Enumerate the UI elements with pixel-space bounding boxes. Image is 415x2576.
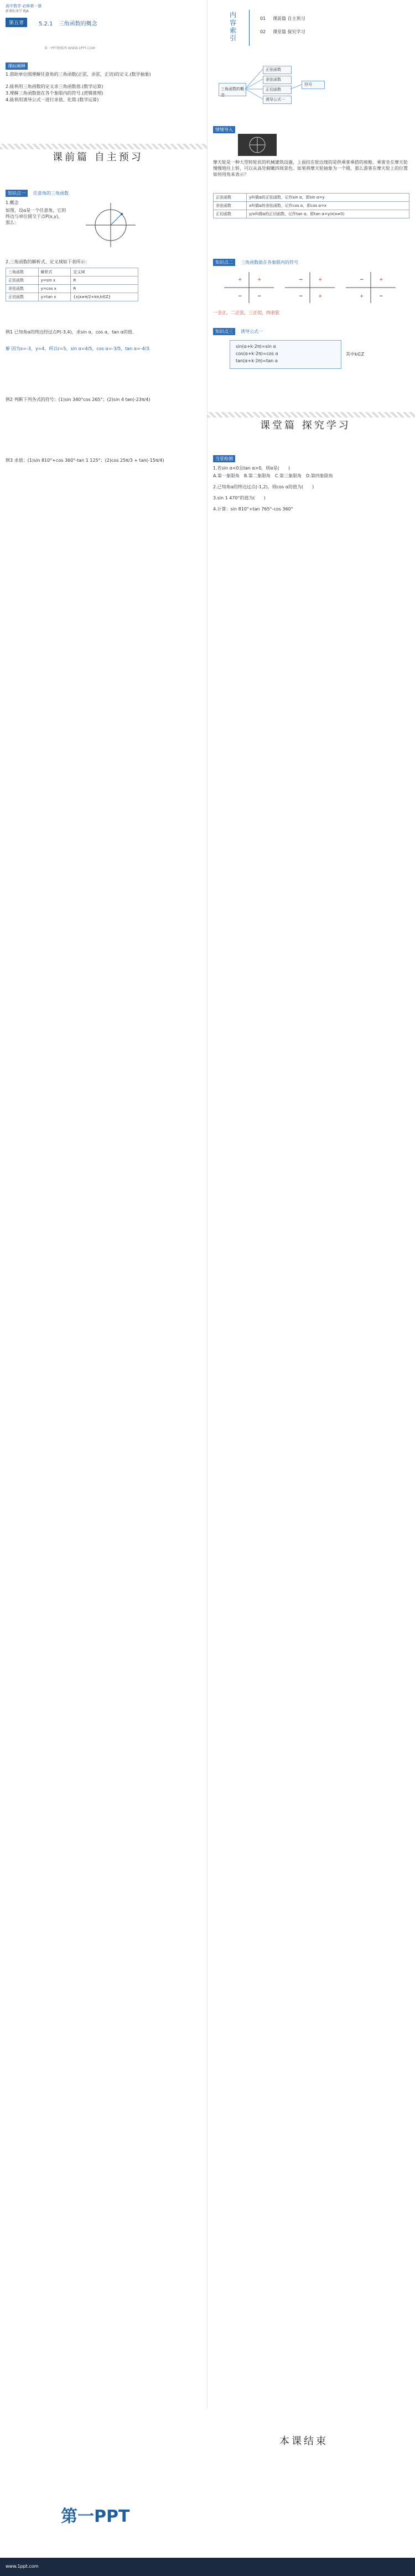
map-item-1: 正弦函数 — [266, 67, 281, 72]
table-cell: {x|x≠π/2+kπ,k∈Z} — [71, 293, 138, 301]
svg-text:−: − — [299, 277, 303, 283]
svg-text:+: + — [318, 277, 323, 283]
table-cell: 余弦函数 — [6, 285, 39, 293]
objective-4: 4.能利用诱导公式一进行求值、化简.(数学运算) — [6, 97, 99, 102]
svg-text:−: − — [360, 277, 364, 283]
contents-item-2[interactable]: 课堂篇 探究学习 — [273, 29, 305, 34]
slide-objectives — [0, 58, 415, 122]
quadrant-sign-diagrams — [219, 271, 401, 304]
content-left-column — [0, 528, 208, 2408]
svg-text:−: − — [257, 294, 262, 299]
slide-end — [0, 2408, 415, 2475]
svg-text:+: + — [257, 277, 262, 283]
signs-panel — [208, 254, 415, 324]
definition-title: 1.概念 — [6, 200, 19, 205]
definition-cell: 正切函数 — [214, 210, 247, 218]
induction-panel — [208, 324, 415, 390]
map-center-label: 三角函数的概念 — [221, 87, 244, 97]
practice-item-3: 2.已知角α的终边过点(-1,2)，则cos α的值为( ) — [213, 484, 314, 489]
signs-heading: 三角函数值在各象限内的符号 — [241, 260, 298, 265]
table-cell: y=cos x — [38, 285, 71, 293]
definition-cell: 余弦函数 — [214, 202, 247, 210]
contents-divider — [249, 10, 250, 46]
signs-mnemonic: 一全正，二正弦，三正切，四余弦 — [213, 310, 279, 315]
knowledge-left — [0, 185, 208, 254]
table-cell: 正弦函数 — [6, 277, 39, 285]
title-slide-left — [0, 0, 208, 58]
formula-box — [230, 340, 341, 369]
slide-induction — [0, 324, 415, 390]
domain-table-title: 2.三角函数的解析式、定义域如下表所示： — [6, 259, 90, 264]
practice-panel — [208, 451, 415, 528]
section-title: 5.2.1 三角函数的概念 — [39, 21, 97, 27]
table-row — [6, 285, 138, 293]
practice-item-5: 4.计算：sin 810°+tan 765°-cos 360° — [213, 507, 293, 512]
svg-text:+: + — [318, 294, 323, 299]
practice-tag: 当堂检测 — [213, 455, 235, 462]
table-cell: y=tan x — [38, 293, 71, 301]
knowledge-heading: 任意角的三角函数 — [33, 191, 69, 196]
footer-ad — [0, 2475, 415, 2576]
class-banner-panel — [208, 390, 415, 451]
svg-text:−: − — [238, 294, 242, 299]
slide-preview — [0, 122, 415, 186]
publisher-line1: 高中数学·必修第一册 — [6, 4, 42, 8]
induction-tag: 知识点三 — [213, 328, 235, 335]
footer-site: 第一PPT模板网 WWW.1PPT.COM — [44, 46, 95, 50]
formula-note: 其中k∈Z — [346, 352, 365, 357]
table-row — [6, 293, 138, 301]
map-item-2: 余弦函数 — [266, 77, 281, 82]
definition-table — [213, 193, 409, 218]
table-cell: R — [71, 277, 138, 285]
contents-marker-2: 02 — [260, 29, 266, 34]
header-cell: 定义域 — [71, 268, 138, 277]
contents-item-1[interactable]: 课前篇 自主预习 — [273, 16, 305, 21]
banner-stripe — [208, 412, 415, 418]
footer-bar — [0, 2558, 415, 2576]
svg-text:+: + — [360, 294, 364, 299]
formula-1: sin(α+k·2π)=sin α — [236, 344, 276, 349]
svg-text:−: − — [299, 294, 303, 299]
example-1: 例1 已知角α的终边经过点P(-3,4)，求sin α，cos α，tan α的值. — [6, 330, 134, 335]
svg-text:−: − — [379, 294, 383, 299]
example-3: 例3 求值：(1)sin 810°+cos 360°-tan 1 125°；(2)cos 25π/3 + tan(-15π/4) — [6, 458, 164, 463]
slide-domain-table — [0, 254, 415, 324]
objective-1: 1.借助单位圆理解任意角的三角函数(正弦、余弦、正切)的定义.(数学抽象) — [6, 72, 151, 77]
objectives-left — [0, 58, 208, 122]
ferris-wheel-image — [238, 134, 277, 156]
end-text: 本课结束 — [279, 2436, 328, 2447]
definition-cell: 正弦函数 — [214, 194, 247, 202]
map-item-4: 诱导公式一 — [266, 97, 285, 102]
knowledge-right — [208, 185, 415, 254]
knowledge-tag: 知识点一 — [6, 190, 28, 197]
preview-banner-panel — [0, 122, 208, 185]
formula-3: tan(α+k·2π)=tan α — [236, 358, 278, 363]
scenario-tag: 情境导入 — [213, 126, 235, 133]
content-slides-area — [0, 528, 415, 2409]
objective-3: 3.理解三角函数值在各个象限内的符号.(逻辑推理) — [6, 91, 103, 96]
scenario-panel — [208, 122, 415, 185]
header-cell: 三角函数 — [6, 268, 39, 277]
example-3-panel — [0, 451, 208, 528]
example-1-solution: 解 因为x=-3，y=4，所以r=5，sin α=4/5，cos α=-3/5，tan α=-4/3. — [6, 346, 151, 351]
practice-item-1: 1.若sin α<0且tan α>0，则α是( ) — [213, 466, 290, 471]
definition-row — [214, 210, 409, 218]
practice-item-2: A.第一象限角 B.第二象限角 C.第三象限角 D.第四象限角 — [213, 473, 333, 478]
table-cell: R — [71, 285, 138, 293]
domain-table-header — [6, 268, 138, 277]
example-2-panel — [0, 390, 208, 451]
header-cell: 解析式 — [38, 268, 71, 277]
chapter-label: 第五章 — [6, 18, 27, 27]
contents-slide — [208, 0, 415, 58]
map-item-5: 符号 — [304, 82, 312, 87]
definition-row — [214, 202, 409, 210]
unit-circle-diagram — [83, 202, 138, 249]
example-2: 例2 判断下列各式的符号：(1)sin 340°cos 265°；(2)sin 4 tan(-23π/4) — [6, 397, 151, 402]
objective-2: 2.能利用三角函数的定义求三角函数值.(数学运算) — [6, 84, 103, 89]
scenario-text: 摩天轮是一种大型转轮状的机械建筑设施，上面挂在轮边缘的是供乘客乘搭的座舱。乘客坐在摩天轮慢慢地往上转，可以从高处俯瞰四周景色。如果将摩天轮抽象为一个圆，那么游客在摩天轮上的位置如何用角来表示？ — [213, 160, 408, 177]
footer-logo-area — [0, 2475, 208, 2558]
banner-stripe — [0, 144, 207, 149]
definition-text: 如图，设α是一个任意角，它的终边与单位圆交于点P(x,y)，那么： — [6, 208, 66, 225]
contents-marker-1: 01 — [260, 16, 266, 21]
table-cell: 正切函数 — [6, 293, 39, 301]
map-item-3: 正切函数 — [266, 87, 281, 92]
slide-title — [0, 0, 415, 59]
content-right-column — [208, 528, 415, 2408]
publisher-line2: 新课标导学 RJA — [6, 9, 29, 13]
signs-tag: 知识点二 — [213, 259, 235, 266]
ferris-wheel-icon — [238, 134, 277, 156]
contents-title: 内容索引 — [230, 11, 237, 42]
domain-table — [6, 268, 138, 301]
class-banner-title: 课堂篇 探究学习 — [260, 420, 351, 431]
svg-text:+: + — [238, 277, 242, 283]
slide-class-banner — [0, 390, 415, 451]
induction-heading: 诱导公式一 — [241, 329, 263, 334]
domain-table-panel — [0, 254, 208, 324]
slide-example-3 — [0, 451, 415, 529]
svg-text:+: + — [379, 277, 383, 283]
slide-knowledge-1 — [0, 185, 415, 255]
table-cell: y=sin x — [38, 277, 71, 285]
table-row — [6, 277, 138, 285]
example-1-panel — [0, 324, 208, 390]
definition-cell: y叫做α的正弦函数，记作sin α，即sin α=y — [246, 194, 409, 202]
objectives-tag: 课标阐释 — [6, 62, 28, 70]
practice-item-4: 3.sin 1 470°的值为( ) — [213, 496, 266, 500]
definition-cell: y/x叫做α的正切函数，记作tan α，即tan α=y/x(x≠0) — [246, 210, 409, 218]
formula-2: cos(α+k·2π)=cos α — [236, 351, 278, 356]
preview-banner-title: 课前篇 自主预习 — [53, 152, 143, 163]
footer-logo: 第一PPT — [61, 2507, 130, 2526]
definition-cell: x叫做α的余弦函数，记作cos α，即cos α=x — [246, 202, 409, 210]
definition-row — [214, 194, 409, 202]
end-panel — [208, 2408, 415, 2475]
map-connectors — [208, 58, 415, 122]
footer-site-2[interactable]: www.1ppt.com — [6, 2564, 39, 2569]
concept-map — [208, 58, 415, 122]
